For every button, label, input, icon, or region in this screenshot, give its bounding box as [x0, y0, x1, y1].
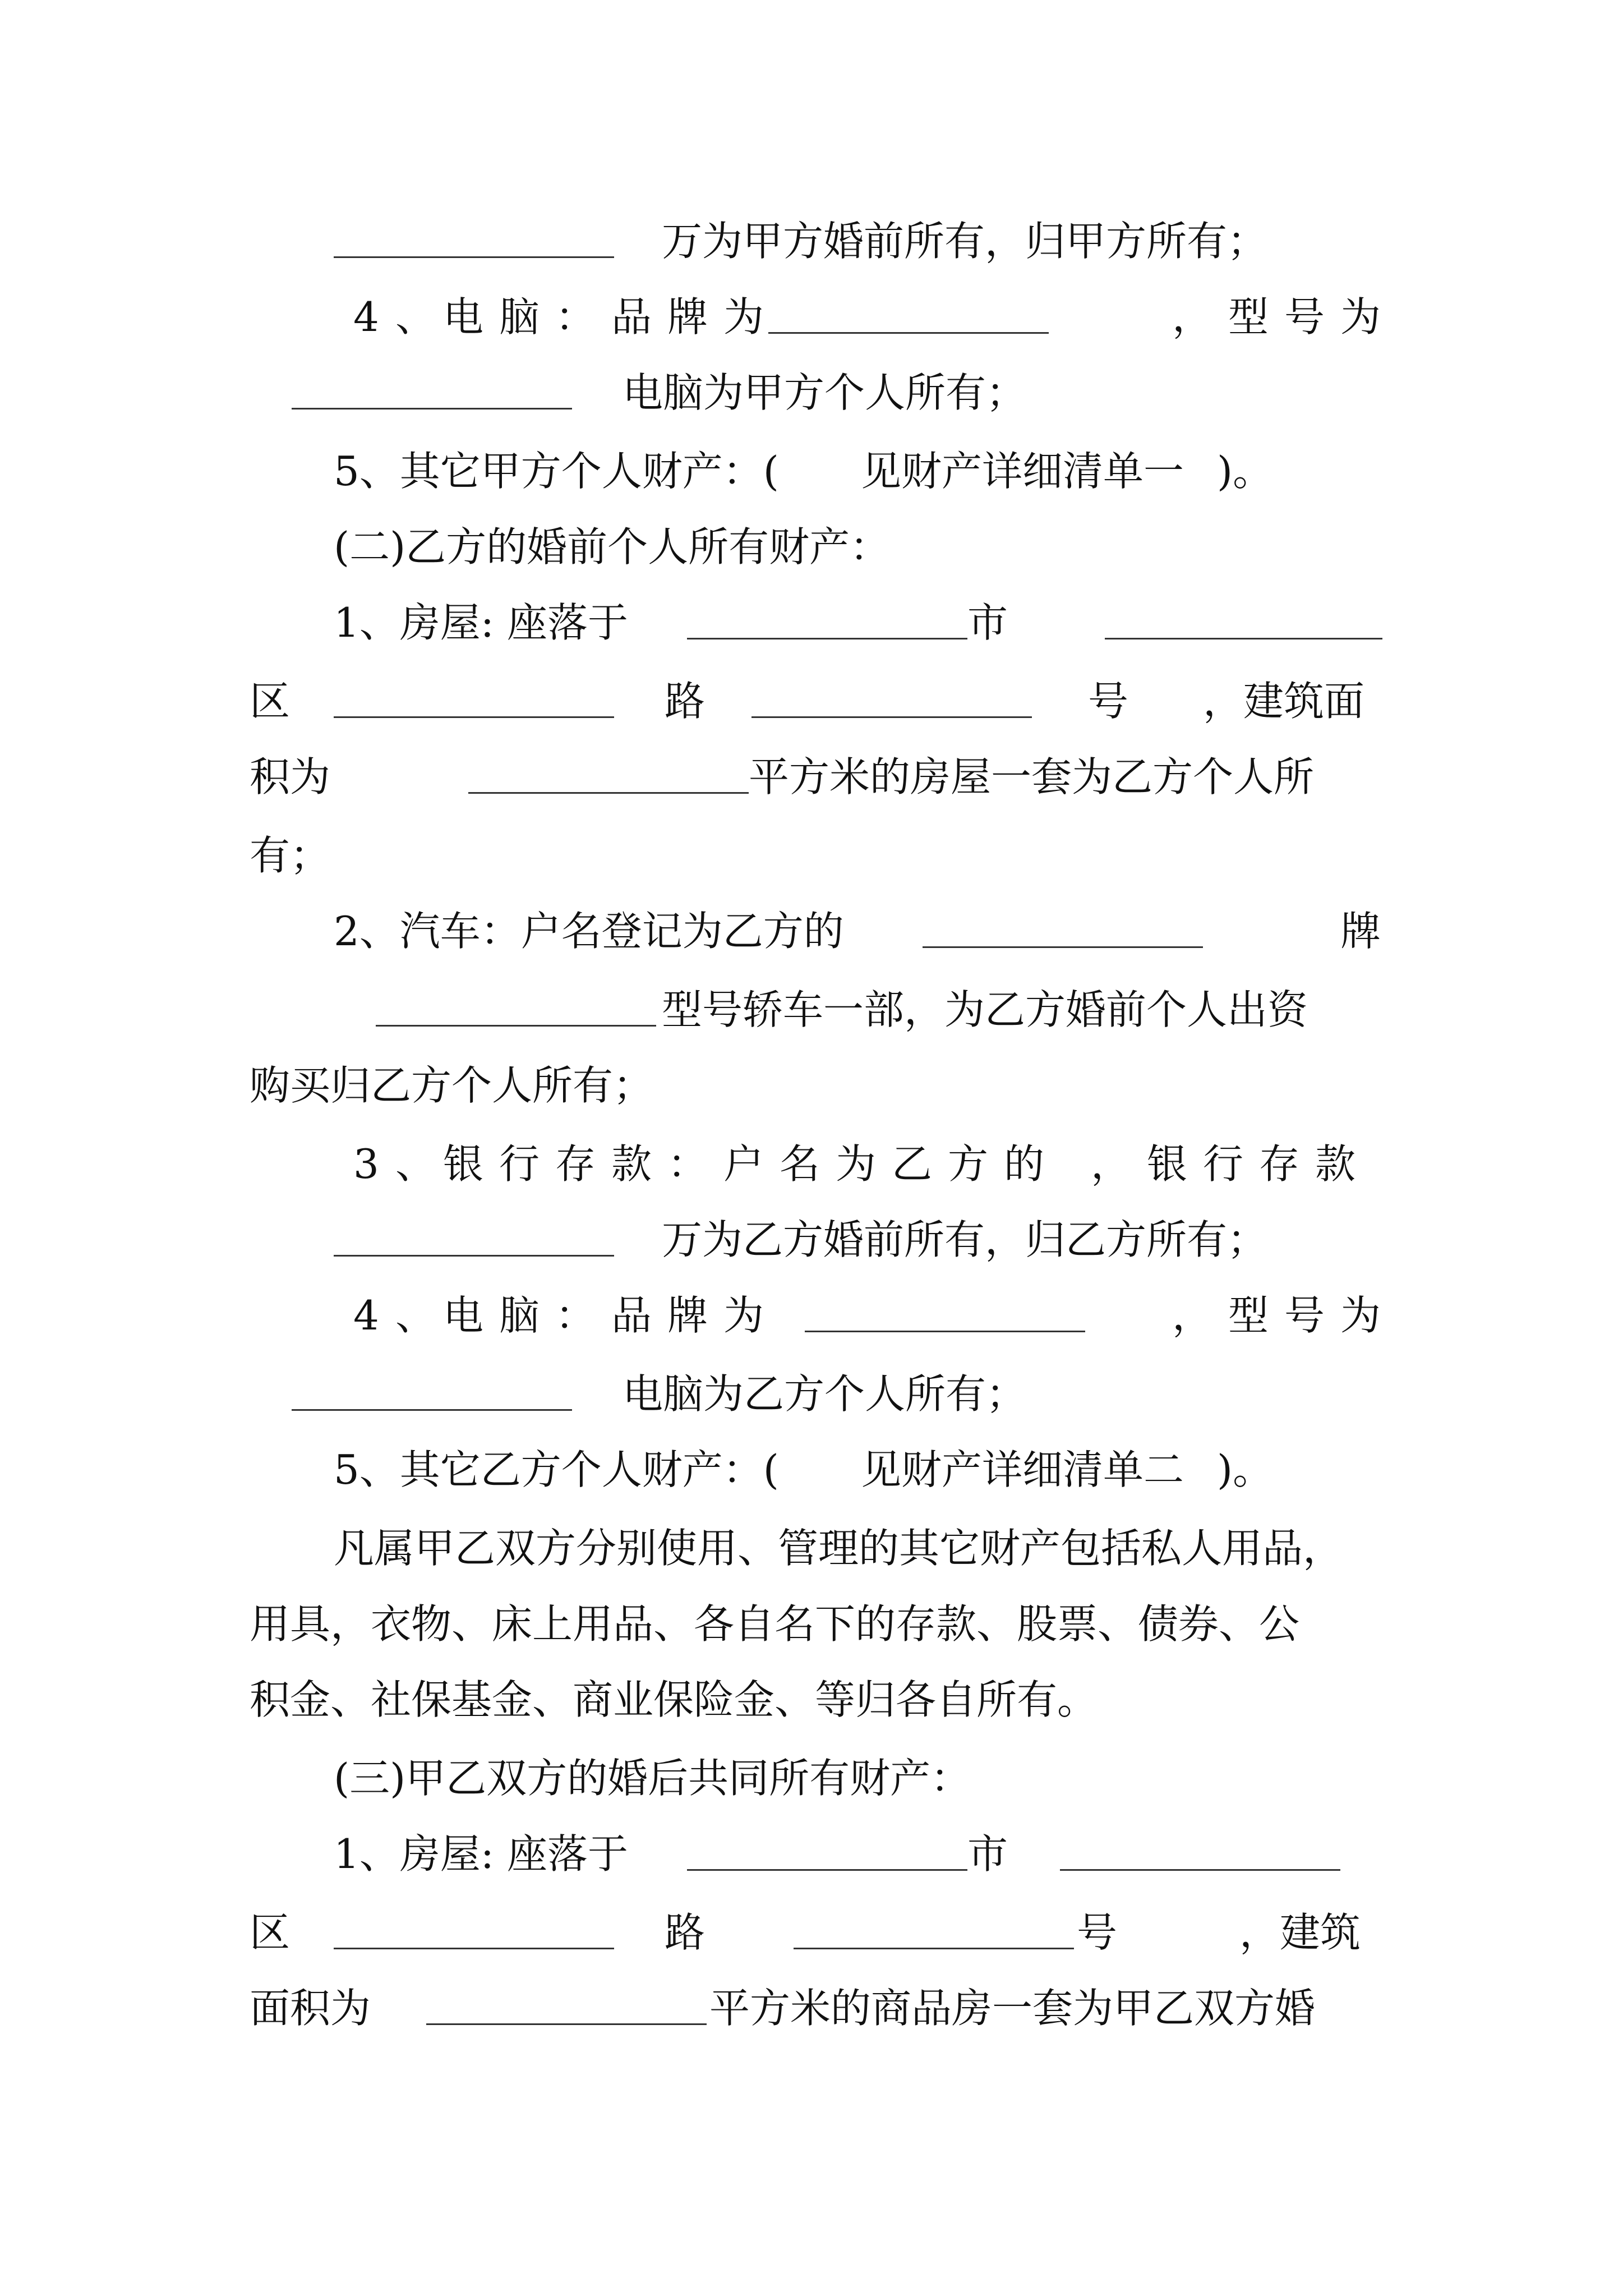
text-line	[250, 286, 1397, 348]
text-segment: 4	[353, 1292, 379, 1339]
text-segment: 万为乙方婚前所有，归乙方所有；	[662, 1216, 1268, 1263]
text-segment: 见财产详细清单一	[861, 448, 1184, 495]
text-segment: )。	[1217, 448, 1274, 495]
text-segment: 1、房屋: 座落于	[334, 1830, 628, 1878]
text-segment: ，型号为	[1172, 293, 1397, 341]
text-segment: ，建筑面	[1203, 678, 1365, 725]
text-line	[250, 362, 1382, 424]
fill-blank[interactable]	[292, 1409, 572, 1411]
text-line	[250, 1133, 1382, 1195]
text-segment: 路	[665, 678, 706, 725]
text-segment: 牌	[1340, 908, 1381, 955]
fill-blank[interactable]	[794, 1948, 1074, 1949]
text-segment: ，型号为	[1172, 1292, 1397, 1339]
fill-blank[interactable]	[334, 256, 614, 258]
text-segment: 3	[353, 1140, 379, 1188]
text-segment: 型号轿车一部，为乙方婚前个人出资	[662, 986, 1308, 1033]
text-line	[250, 1593, 1382, 1655]
fill-blank[interactable]	[687, 638, 967, 639]
text-segment: 积为	[250, 753, 331, 800]
text-segment: 1、房屋: 座落于	[334, 599, 628, 646]
text-segment: 、	[395, 1140, 436, 1188]
text-line	[250, 825, 1382, 886]
text-line	[250, 1055, 1382, 1116]
text-line	[250, 516, 1382, 578]
text-segment: 区	[250, 678, 291, 725]
text-segment: 2、汽车：户名登记为乙方的	[334, 908, 844, 955]
text-segment: 银行存款：户名为乙方的	[443, 1140, 1061, 1188]
fill-blank[interactable]	[334, 716, 614, 718]
text-line	[250, 1747, 1382, 1809]
fill-blank[interactable]	[1105, 638, 1382, 639]
fill-blank[interactable]	[923, 946, 1203, 948]
text-segment: 面积为	[250, 1985, 371, 2032]
text-segment: 购买归乙方个人所有；	[250, 1062, 654, 1109]
text-segment: 、	[395, 1292, 436, 1339]
fill-blank[interactable]	[292, 408, 572, 409]
fill-blank[interactable]	[334, 1948, 614, 1949]
text-segment: 电脑：品牌为	[443, 293, 780, 341]
text-segment: 区	[250, 1909, 291, 1956]
text-line	[250, 1902, 1382, 1963]
text-segment: 号	[1088, 678, 1129, 725]
text-segment: 积金、社保基金、商业保险金、等归各自所有。	[250, 1676, 1098, 1723]
text-segment: 5、其它乙方个人财产：(	[334, 1446, 779, 1493]
text-segment: 电脑：品牌为	[443, 1292, 780, 1339]
text-segment: 电脑为甲方个人所有；	[623, 369, 1027, 416]
text-segment: ，建筑	[1239, 1909, 1361, 1956]
fill-blank[interactable]	[1060, 1869, 1340, 1871]
text-line	[250, 900, 1382, 962]
text-line	[250, 1669, 1382, 1731]
text-segment: ，银行存款	[1091, 1140, 1372, 1188]
text-segment: 有；	[250, 832, 331, 879]
fill-blank[interactable]	[468, 792, 749, 794]
text-segment: )。	[1217, 1446, 1274, 1493]
section-heading: (三)甲乙双方的婚后共同所有财产：	[334, 1755, 971, 1802]
text-segment: 用具，衣物、床上用品、各自名下的存款、股票、债券、公	[250, 1600, 1300, 1648]
text-segment: 见财产详细清单二	[861, 1446, 1184, 1493]
text-line	[250, 670, 1382, 732]
fill-blank[interactable]	[376, 1025, 656, 1027]
text-segment: 平方米的房屋一套为乙方个人所	[749, 753, 1315, 800]
text-line	[250, 210, 1382, 272]
text-line	[250, 1977, 1382, 2039]
text-segment: 4	[353, 293, 379, 341]
text-line	[250, 1285, 1397, 1346]
text-segment: 市	[967, 599, 1008, 646]
text-line	[250, 1209, 1382, 1271]
text-line	[250, 592, 1382, 654]
text-segment: 电脑为乙方个人所有；	[623, 1370, 1027, 1418]
fill-blank[interactable]	[426, 2023, 707, 2025]
fill-blank[interactable]	[751, 716, 1032, 718]
text-segment: 5、其它甲方个人财产：(	[334, 448, 779, 495]
text-line	[250, 1823, 1382, 1885]
text-segment: 路	[665, 1909, 706, 1956]
text-segment: 、	[395, 293, 436, 341]
fill-blank[interactable]	[805, 1331, 1085, 1332]
text-segment: 凡属甲乙双方分别使用、管理的其它财产包括私人用品，	[334, 1525, 1344, 1572]
text-segment: 号	[1077, 1909, 1118, 1956]
text-line	[250, 979, 1382, 1041]
fill-blank[interactable]	[768, 332, 1049, 334]
text-segment: 市	[967, 1830, 1008, 1878]
text-line	[250, 746, 1382, 808]
fill-blank[interactable]	[334, 1255, 614, 1257]
text-line	[250, 1363, 1382, 1425]
fill-blank[interactable]	[687, 1869, 967, 1871]
section-heading: (二)乙方的婚前个人所有财产：	[334, 523, 891, 570]
text-line	[250, 440, 1382, 502]
text-line	[250, 1439, 1382, 1501]
text-line	[250, 1517, 1382, 1579]
text-segment: 平方米的商品房一套为甲乙双方婚	[709, 1985, 1316, 2032]
text-segment: 万为甲方婚前所有，归甲方所有；	[662, 218, 1268, 265]
